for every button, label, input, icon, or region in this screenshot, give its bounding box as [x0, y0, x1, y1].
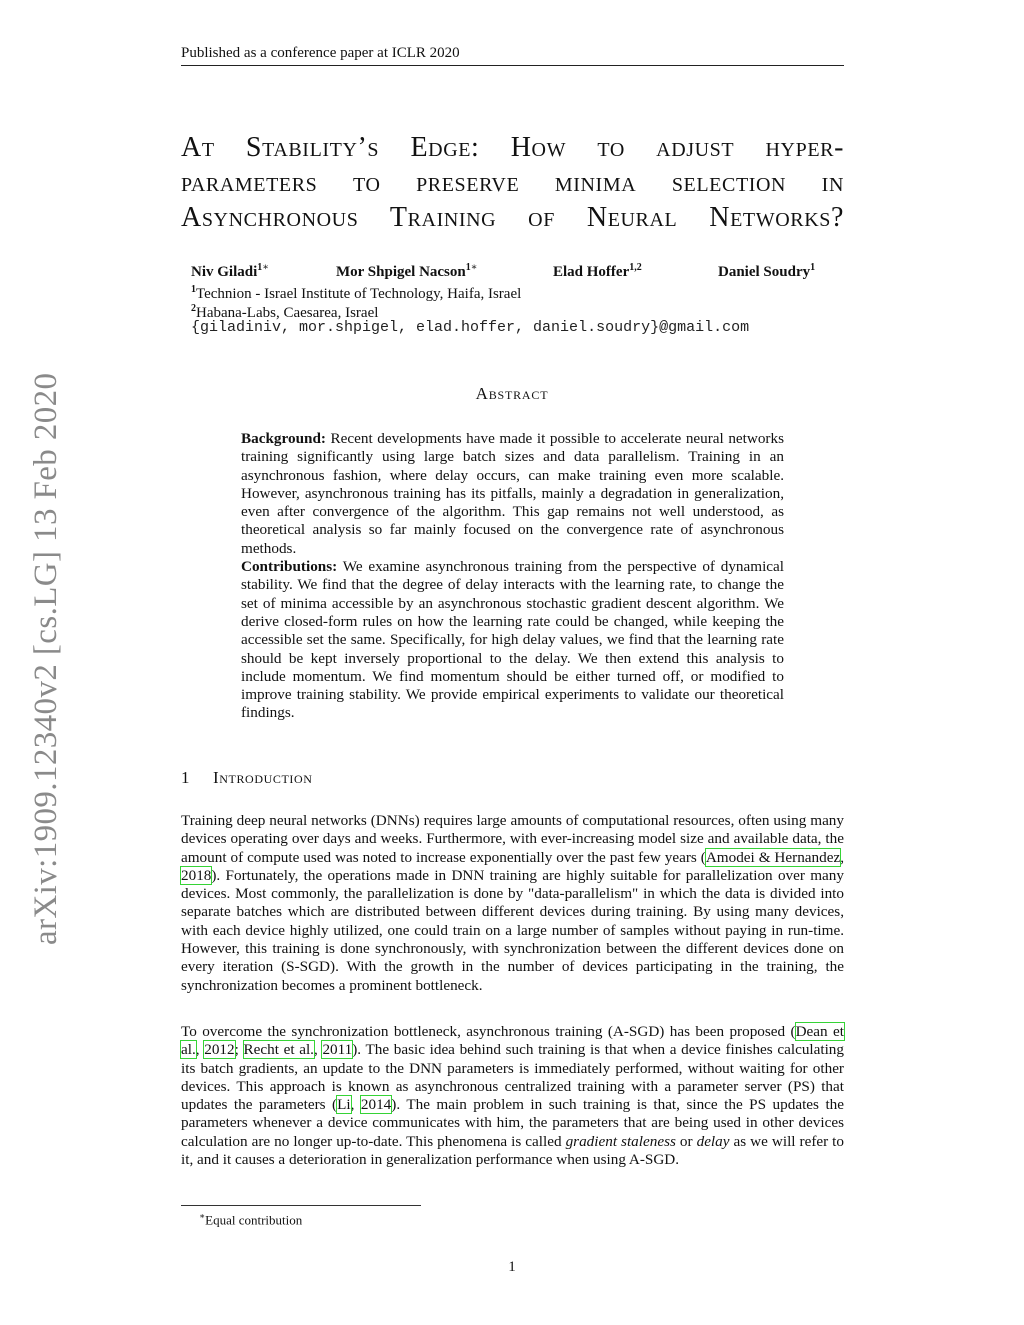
affiliation-2: $^2$Habana-Labs, Caesarea, Israel [191, 303, 379, 321]
author-4: Daniel Soudry$^1$ [718, 262, 816, 280]
citation-link[interactable]: Li [337, 1096, 351, 1114]
citation-link[interactable]: Dean et al. [181, 1023, 844, 1059]
abstract-contributions: Contributions: We examine asynchronous training from the perspective of dynamical stability. We find that the degree of delay interacts with the learning rate, to change the set of minima accessible by an asynchronous stochastic gradient descent algorithm. We derive closed-form rules on how the learning rate could be changed, while keeping the accessible set the same. Specifically, for high delay values, we find that the learning rate should be kept inversely proportional to the delay. We then extend this analysis to include momentum. We find momentum should be either turned off, or modified to improve training stability. We provide empirical experiments to validate our theoretical findings. [241, 558, 784, 722]
title-line-1: At Stability’s Edge: How to adjust hyper- [181, 132, 844, 163]
citation-link[interactable]: 2012 [204, 1041, 235, 1059]
citation-link[interactable]: 2014 [360, 1096, 392, 1114]
intro-paragraph-2: To overcome the synchronization bottleneck, asynchronous training (A-SGD) has been proposed (Dean et al., 2012; Recht et al., 2011). The basic idea behind such training is that when a device finishes calculating its batch gradients, an update to the DNN parameters is immediately performed, without waiting for other devices. This approach is known as asynchronous centralized training with a parameter server (PS) that updates the parameters (Li, 2014). The main problem in such training is that, since the PS updates the parameters whenever a device communicates with him, the parameters that are being used in other devices calculation are no longer up-to-date. This phenomena is called gradient staleness or delay as we will refer to it, and it causes a deterioration in generalization performance when using A-SGD. [181, 1023, 844, 1169]
citation-link[interactable]: 2011 [322, 1041, 353, 1059]
abstract-heading: Abstract [475, 384, 549, 403]
footnote: ∗Equal contribution [199, 1211, 303, 1228]
author-1: Niv Giladi$^{1∗}$ [191, 262, 270, 280]
page-number: 1 [508, 1259, 516, 1275]
abstract-body [241, 430, 784, 723]
intro-paragraph-1: Training deep neural networks (DNNs) requires large amounts of computational resources, often using many devices operating over days and weeks. Furthermore, with ever-increasing model size and available data, the amount of compute used was noted to increase exponentially over the past few years (Amodei & Hernandez, 2018). Fortunately, the operations made in DNN training are highly suitable for parallelization over many devices. Most commonly, the parallelization is done by "data-parallelism" in which the data is divided into separate batches which are distributed between different devices during training. By using many devices, with each device highly utilized, one could train on a large number of samples without paying in run-time. However, this training is done synchronously, with synchronization between the different devices done on every iteration (S-SGD). With the growth in the number of devices participating in the training, the synchronization becomes a prominent bottleneck. [181, 812, 844, 994]
author-emails: {giladiniv, mor.shpigel, elad.hoffer, daniel.soudry}@gmail.com [191, 319, 750, 336]
author-2: Mor Shpigel Nacson$^{1∗}$ [336, 262, 478, 280]
paper-title [181, 130, 844, 235]
section-heading-introduction: 1 Introduction [181, 768, 313, 787]
title-line-2: parameters to preserve minima selection in [181, 167, 844, 198]
citation-link[interactable]: Amodei & Hernandez [705, 848, 841, 866]
arxiv-identifier: arXiv:1909.12340v2 [cs.LG] 13 Feb 2020 [28, 372, 64, 945]
affiliation-1: $^1$Technion - Israel Institute of Technology, Haifa, Israel [191, 284, 522, 302]
citation-link[interactable]: 2018 [181, 866, 212, 884]
abstract-background: Background: Recent developments have made it possible to accelerate neural networks training significantly using large batch sizes and data parallelism. Training in an asynchronous fashion, where delay occurs, can make training even more scalable. However, asynchronous training has its pitfalls, mainly a degradation in generalization, even after convergence of the algorithm. This gap remains not well understood, as theoretical analysis so far mainly focused on the convergence rate of asynchronous methods. [241, 430, 784, 557]
title-line-3: Asynchronous Training of Neural Networks? [181, 202, 844, 233]
header-rule [181, 65, 844, 66]
running-head: Published as a conference paper at ICLR 2020 [181, 45, 460, 61]
author-3: Elad Hoffer$^{1,2}$ [553, 262, 642, 280]
footnote-rule [181, 1205, 421, 1206]
citation-link[interactable]: Recht et al. [243, 1041, 314, 1059]
